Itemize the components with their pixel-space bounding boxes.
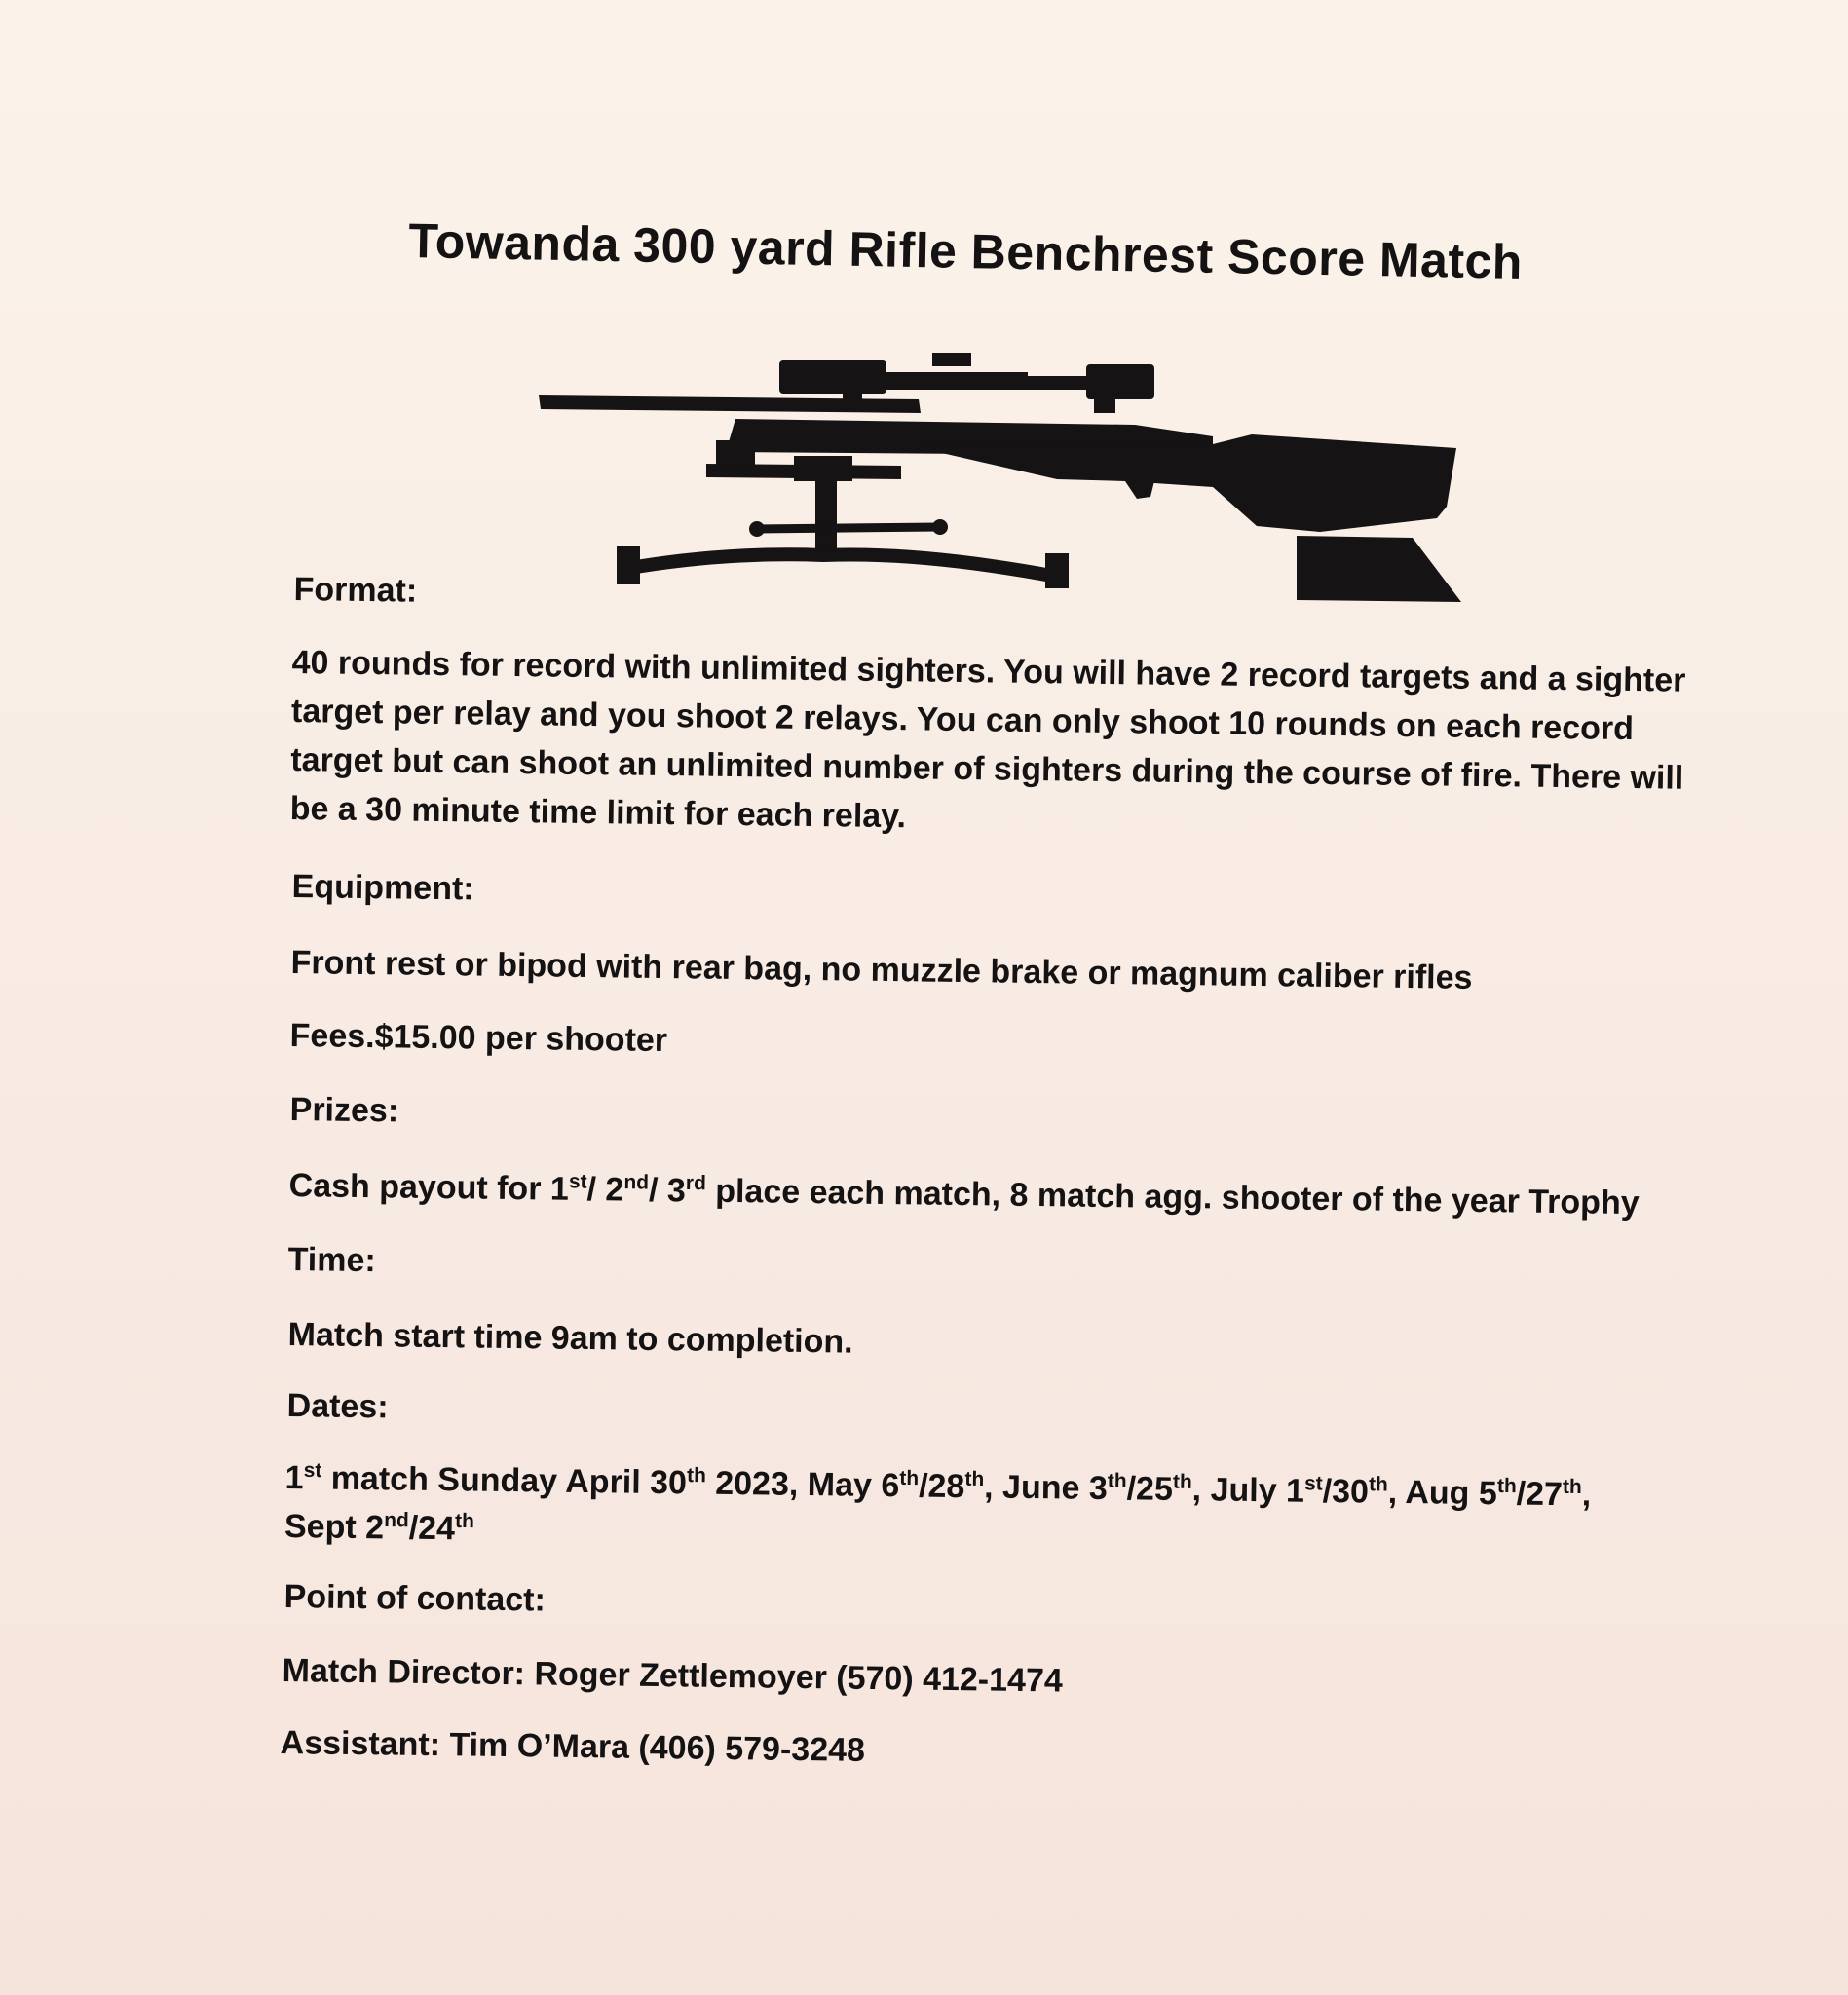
- benchrest-rifle-on-rest-icon: [531, 351, 1466, 604]
- assistant-contact: Assistant: Tim O’Mara (406) 579-3248: [280, 1723, 866, 1769]
- date-text-part: /28: [918, 1467, 965, 1506]
- date-text-part: , Aug 5: [1387, 1473, 1498, 1513]
- dates-text: [284, 1453, 1708, 1569]
- date-text-part: /24: [408, 1509, 456, 1548]
- date-text-part: ,: [1581, 1476, 1592, 1514]
- ordinal-suffix: th: [454, 1509, 475, 1533]
- ordinal-suffix: th: [964, 1467, 985, 1491]
- equipment-text: Front rest or bipod with rear bag, no muzzle brake or magnum caliber rifles: [290, 943, 1473, 997]
- prizes-text: Cash payout for 1st/ 2nd/ 3rd place each match, 8 match agg. shooter of the year Trophy: [288, 1166, 1640, 1223]
- fees-text: Fees.$15.00 per shooter: [289, 1016, 668, 1060]
- date-text-part: , July 1: [1191, 1471, 1305, 1510]
- ordinal-suffix: st: [303, 1458, 322, 1483]
- format-text: 40 rounds for record with unlimited sighters. You will have 2 record targets and a sighter target per relay and you shoot 2 relays. You can only shoot 10 rounds on each record target but can shoot an unlimited number of sighters during the course of fire. There will be a 30 minute time limit for each relay.: [289, 643, 1686, 836]
- date-text-part: , June 3: [983, 1468, 1109, 1508]
- format-heading: Format:: [293, 570, 418, 610]
- date-text-part: 2023, May 6: [705, 1464, 900, 1505]
- ordinal-suffix: th: [686, 1464, 707, 1487]
- contact-heading: Point of contact:: [283, 1577, 547, 1619]
- equipment-heading: Equipment:: [291, 867, 474, 908]
- dates-heading: Dates:: [286, 1386, 389, 1426]
- flyer-title: Towanda 300 yard Rifle Benchrest Score Match: [407, 212, 1524, 289]
- ordinal-suffix: th: [1496, 1474, 1517, 1498]
- date-text-part: /25: [1126, 1470, 1174, 1508]
- ordinal-suffix: th: [1107, 1469, 1127, 1492]
- time-text: Match start time 9am to completion.: [287, 1315, 853, 1361]
- match-director-contact: Match Director: Roger Zettlemoyer (570) 412-1474: [282, 1651, 1064, 1700]
- ordinal-suffix: nd: [384, 1509, 409, 1532]
- ordinal-suffix: th: [1562, 1475, 1582, 1499]
- ordinal-suffix: th: [1172, 1470, 1192, 1493]
- date-text-part: /27: [1516, 1475, 1564, 1514]
- ordinal-suffix: th: [899, 1466, 920, 1490]
- ordinal-suffix: th: [1368, 1473, 1389, 1496]
- date-text-part: Sept 2: [283, 1507, 385, 1547]
- ordinal-suffix: st: [1303, 1472, 1323, 1495]
- prizes-heading: Prizes:: [289, 1090, 399, 1130]
- date-text-part: 1: [284, 1458, 304, 1497]
- date-text-part: /30: [1322, 1472, 1370, 1511]
- date-text-part: match Sunday April 30: [321, 1459, 688, 1502]
- time-heading: Time:: [287, 1240, 376, 1280]
